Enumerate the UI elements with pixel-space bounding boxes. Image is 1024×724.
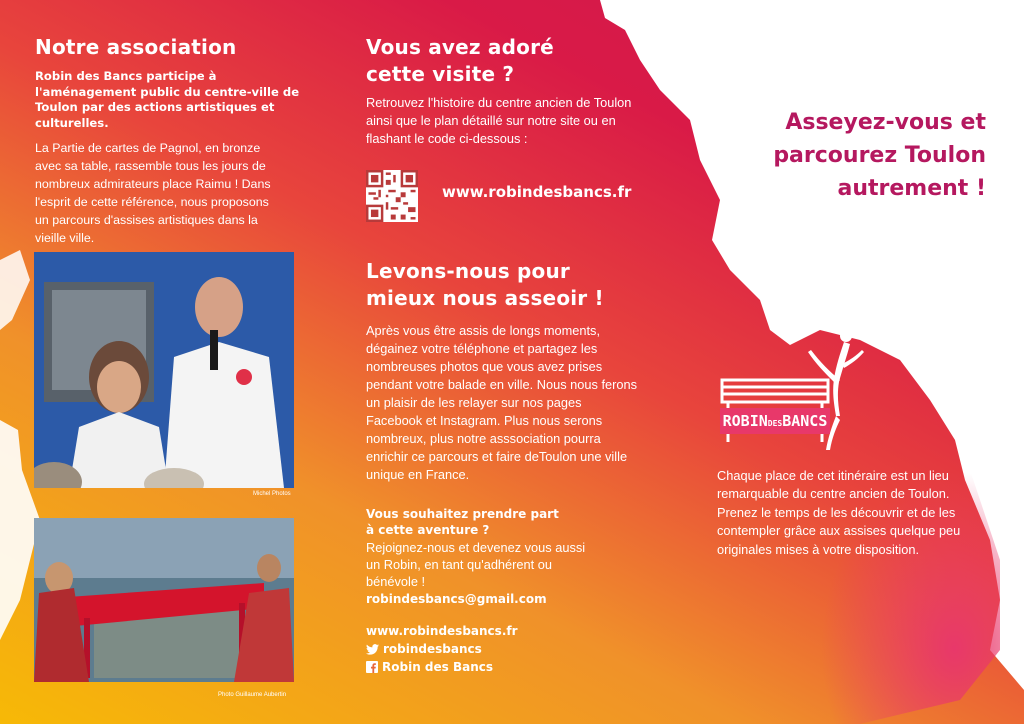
association-body: La Partie de cartes de Pagnol, en bronze avec sa table, rassemble tous les jours de nombreux admirateurs place Raimu ! Dans l'esprit de cette référence, nous proposons un parcours d'assises artistiques dans la vieille ville. bbox=[35, 141, 271, 245]
twitter-row[interactable] bbox=[366, 640, 656, 658]
middle-column-bottom bbox=[366, 258, 656, 676]
section-title-share: Levons-nous pour mieux nous asseoir ! bbox=[366, 259, 604, 310]
website-link-footer[interactable]: www.robindesbancs.fr bbox=[366, 624, 518, 638]
facebook-row[interactable] bbox=[366, 658, 656, 676]
qr-code-graphic bbox=[366, 170, 418, 222]
facebook-page: Robin des Bancs bbox=[382, 660, 493, 674]
robin-des-bancs-logo bbox=[716, 324, 866, 464]
middle-column-top bbox=[366, 34, 656, 148]
logo-word-des: DES bbox=[767, 419, 783, 428]
photo-bench-city-image bbox=[34, 518, 294, 682]
section-title-visit: Vous avez adoré cette visite ? bbox=[366, 35, 554, 86]
photo-presenters bbox=[34, 252, 294, 488]
website-link-large[interactable]: www.robindesbancs.fr bbox=[442, 183, 632, 201]
photo2-credit: Photo Guillaume Aubertin bbox=[218, 692, 287, 698]
association-lead: Robin des Bancs participe à l'aménagement public du centre-ville de Toulon par des actions artistiques et culturelles. bbox=[35, 69, 300, 130]
visit-body: Retrouvez l'histoire du centre ancien de Toulon ainsi que le plan détaillé sur notre site ou en flashant le code ci-dessous : bbox=[366, 95, 632, 146]
logo-word-bancs: BANCS bbox=[782, 412, 828, 430]
logo-wordmark bbox=[720, 408, 830, 437]
dancer-logo-icon bbox=[716, 324, 866, 464]
photo1-credit: Michel Photos bbox=[253, 491, 291, 497]
qr-code-icon[interactable] bbox=[366, 170, 418, 222]
photo-presenters-image bbox=[34, 252, 294, 488]
photo-bench-city bbox=[34, 518, 294, 682]
join-body: Rejoignez-nous et devenez vous aussi un Robin, en tant qu'adhérent ou bénévole ! bbox=[366, 540, 586, 589]
twitter-icon bbox=[366, 644, 379, 655]
logo-word-robin: ROBIN bbox=[722, 412, 768, 430]
email-link[interactable]: robindesbancs@gmail.com bbox=[366, 592, 547, 606]
itinerary-description: Chaque place de cet itinéraire est un lieu remarquable du centre ancien de Toulon. Prenez le temps de les découvrir et de les contempler grâce aux assises quelque peu originales mises à votre disposition. bbox=[717, 468, 961, 557]
share-body: Après vous être assis de longs moments, dégainez votre téléphone et partagez les nombreuses photos que vous avez prises pendant votre balade en ville. Nous nous ferons un plaisir de les relayer sur nos pages Facebook et Instagram. Plus nous serons nombreux, plus notre asssociation pourra enrichir ce parcours et faire deToulon une ville unique en France. bbox=[366, 323, 638, 482]
tagline: Asseyez-vous et parcourez Toulon autrement ! bbox=[773, 110, 986, 201]
facebook-icon bbox=[366, 661, 378, 673]
section-title-association: Notre association bbox=[35, 35, 237, 59]
twitter-handle: robindesbancs bbox=[383, 642, 482, 656]
left-column bbox=[35, 34, 315, 247]
join-title: Vous souhaitez prendre part à cette aventure ? bbox=[366, 507, 559, 537]
